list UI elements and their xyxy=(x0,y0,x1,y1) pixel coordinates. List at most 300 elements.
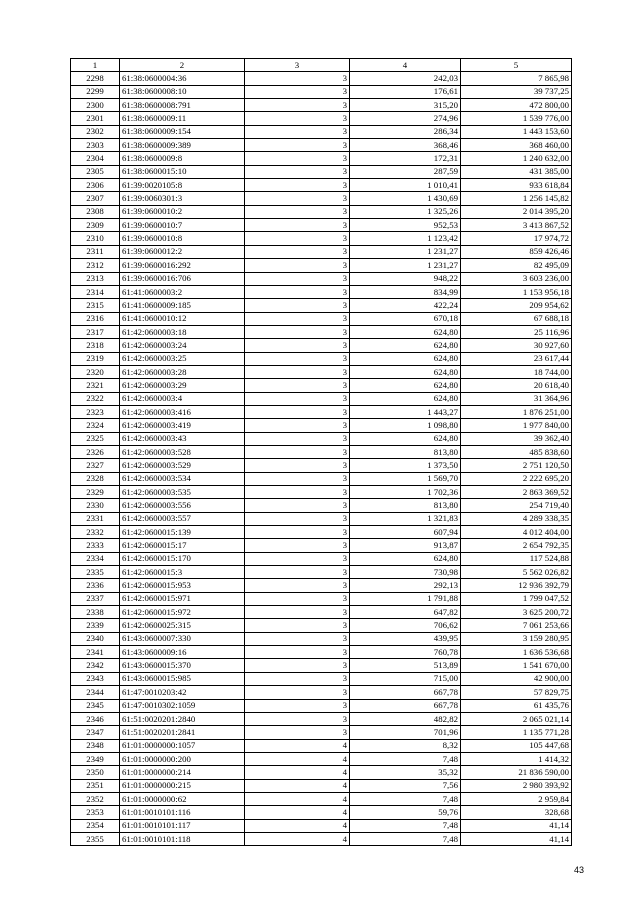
row-number-cell: 2316 xyxy=(71,312,120,325)
amount-cell: 328,68 xyxy=(461,806,572,819)
table-row xyxy=(71,232,572,245)
row-number-cell: 2306 xyxy=(71,179,120,192)
amount-cell: 1 414,32 xyxy=(461,752,572,765)
cadastral-number-cell: 61:42:0600003:556 xyxy=(120,499,245,512)
group-cell: 3 xyxy=(245,165,350,178)
table-row xyxy=(71,339,572,352)
amount-cell: 3 159 280,95 xyxy=(461,632,572,645)
row-number-cell: 2342 xyxy=(71,659,120,672)
cadastral-number-cell: 61:51:0020201:2841 xyxy=(120,726,245,739)
value-cell: 1 569,70 xyxy=(350,472,461,485)
cadastral-number-cell: 61:41:0600010:12 xyxy=(120,312,245,325)
table-row xyxy=(71,552,572,565)
row-number-cell: 2352 xyxy=(71,792,120,805)
table-row xyxy=(71,472,572,485)
group-cell: 4 xyxy=(245,766,350,779)
cadastral-number-cell: 61:39:0600010:8 xyxy=(120,232,245,245)
value-cell: 1 231,27 xyxy=(350,245,461,258)
cadastral-number-cell: 61:42:0600015:17 xyxy=(120,539,245,552)
amount-cell: 3 413 867,52 xyxy=(461,219,572,232)
value-cell: 1 702,36 xyxy=(350,486,461,499)
value-cell: 287,59 xyxy=(350,165,461,178)
cadastral-number-cell: 61:42:0600015:972 xyxy=(120,606,245,619)
row-number-cell: 2319 xyxy=(71,352,120,365)
cadastral-number-cell: 61:39:0600010:7 xyxy=(120,219,245,232)
table-row xyxy=(71,165,572,178)
group-cell: 3 xyxy=(245,619,350,632)
group-cell: 3 xyxy=(245,139,350,152)
row-number-cell: 2349 xyxy=(71,752,120,765)
group-cell: 3 xyxy=(245,205,350,218)
table-header xyxy=(71,59,572,72)
group-cell: 3 xyxy=(245,526,350,539)
row-number-cell: 2318 xyxy=(71,339,120,352)
group-cell: 3 xyxy=(245,125,350,138)
cadastral-number-cell: 61:39:0600016:706 xyxy=(120,272,245,285)
value-cell: 624,80 xyxy=(350,432,461,445)
row-number-cell: 2299 xyxy=(71,85,120,98)
value-cell: 624,80 xyxy=(350,379,461,392)
cadastral-number-cell: 61:38:0600008:10 xyxy=(120,85,245,98)
cadastral-number-cell: 61:01:0010101:117 xyxy=(120,819,245,832)
cadastral-number-cell: 61:42:0600003:529 xyxy=(120,459,245,472)
group-cell: 3 xyxy=(245,566,350,579)
cadastral-number-cell: 61:47:0010203:42 xyxy=(120,686,245,699)
cadastral-number-cell: 61:42:0600003:24 xyxy=(120,339,245,352)
value-cell: 813,80 xyxy=(350,499,461,512)
amount-cell: 2 065 021,14 xyxy=(461,712,572,725)
amount-cell: 933 618,84 xyxy=(461,179,572,192)
amount-cell: 1 135 771,28 xyxy=(461,726,572,739)
amount-cell: 41,14 xyxy=(461,832,572,845)
value-cell: 624,80 xyxy=(350,365,461,378)
table-row xyxy=(71,219,572,232)
table-row xyxy=(71,566,572,579)
cadastral-number-cell: 61:39:0600016:292 xyxy=(120,259,245,272)
amount-cell: 472 800,00 xyxy=(461,99,572,112)
amount-cell: 2 959,84 xyxy=(461,792,572,805)
amount-cell: 1 539 776,00 xyxy=(461,112,572,125)
cadastral-number-cell: 61:38:0600008:791 xyxy=(120,99,245,112)
group-cell: 3 xyxy=(245,632,350,645)
value-cell: 1 325,26 xyxy=(350,205,461,218)
group-cell: 3 xyxy=(245,259,350,272)
cadastral-number-cell: 61:38:0600009:8 xyxy=(120,152,245,165)
amount-cell: 25 116,96 xyxy=(461,325,572,338)
cadastral-number-cell: 61:42:0600015:139 xyxy=(120,526,245,539)
value-cell: 701,96 xyxy=(350,726,461,739)
group-cell: 3 xyxy=(245,579,350,592)
value-cell: 292,13 xyxy=(350,579,461,592)
group-cell: 3 xyxy=(245,232,350,245)
row-number-cell: 2344 xyxy=(71,686,120,699)
value-cell: 482,82 xyxy=(350,712,461,725)
cadastral-number-cell: 61:42:0600015:971 xyxy=(120,592,245,605)
table-row xyxy=(71,646,572,659)
cadastral-number-cell: 61:39:0020105:8 xyxy=(120,179,245,192)
cadastral-number-cell: 61:01:0010101:118 xyxy=(120,832,245,845)
row-number-cell: 2332 xyxy=(71,526,120,539)
amount-cell: 7 061 253,66 xyxy=(461,619,572,632)
row-number-cell: 2345 xyxy=(71,699,120,712)
amount-cell: 2 654 792,35 xyxy=(461,539,572,552)
group-cell: 3 xyxy=(245,299,350,312)
table-row xyxy=(71,672,572,685)
value-cell: 624,80 xyxy=(350,325,461,338)
row-number-cell: 2331 xyxy=(71,512,120,525)
table-row xyxy=(71,526,572,539)
table-row xyxy=(71,85,572,98)
group-cell: 4 xyxy=(245,806,350,819)
amount-cell: 368 460,00 xyxy=(461,139,572,152)
amount-cell: 82 495,09 xyxy=(461,259,572,272)
table-body xyxy=(71,72,572,846)
table-row xyxy=(71,139,572,152)
amount-cell: 254 719,40 xyxy=(461,499,572,512)
table-row xyxy=(71,152,572,165)
cadastral-number-cell: 61:01:0000000:214 xyxy=(120,766,245,779)
value-cell: 1 231,27 xyxy=(350,259,461,272)
table-row xyxy=(71,806,572,819)
cadastral-number-cell: 61:39:0060301:3 xyxy=(120,192,245,205)
cadastral-number-cell: 61:42:0600003:419 xyxy=(120,419,245,432)
group-cell: 3 xyxy=(245,152,350,165)
amount-cell: 20 618,40 xyxy=(461,379,572,392)
amount-cell: 1 636 536,68 xyxy=(461,646,572,659)
group-cell: 3 xyxy=(245,606,350,619)
amount-cell: 1 541 670,00 xyxy=(461,659,572,672)
group-cell: 3 xyxy=(245,699,350,712)
cadastral-number-cell: 61:38:0600015:10 xyxy=(120,165,245,178)
cadastral-number-cell: 61:51:0020201:2840 xyxy=(120,712,245,725)
table-row xyxy=(71,579,572,592)
value-cell: 7,56 xyxy=(350,779,461,792)
row-number-cell: 2314 xyxy=(71,285,120,298)
group-cell: 3 xyxy=(245,472,350,485)
group-cell: 3 xyxy=(245,112,350,125)
group-cell: 3 xyxy=(245,352,350,365)
amount-cell: 18 744,00 xyxy=(461,365,572,378)
row-number-cell: 2305 xyxy=(71,165,120,178)
amount-cell: 1 256 145,82 xyxy=(461,192,572,205)
amount-cell: 1 876 251,00 xyxy=(461,405,572,418)
row-number-cell: 2310 xyxy=(71,232,120,245)
group-cell: 3 xyxy=(245,726,350,739)
cadastral-number-cell: 61:39:0600010:2 xyxy=(120,205,245,218)
table-row xyxy=(71,312,572,325)
group-cell: 4 xyxy=(245,779,350,792)
cadastral-number-cell: 61:42:0600003:4 xyxy=(120,392,245,405)
row-number-cell: 2343 xyxy=(71,672,120,685)
amount-cell: 1 153 956,18 xyxy=(461,285,572,298)
amount-cell: 4 012 404,00 xyxy=(461,526,572,539)
amount-cell: 859 426,46 xyxy=(461,245,572,258)
row-number-cell: 2321 xyxy=(71,379,120,392)
row-number-cell: 2302 xyxy=(71,125,120,138)
row-number-cell: 2338 xyxy=(71,606,120,619)
value-cell: 667,78 xyxy=(350,699,461,712)
amount-cell: 4 289 338,35 xyxy=(461,512,572,525)
amount-cell: 23 617,44 xyxy=(461,352,572,365)
value-cell: 948,22 xyxy=(350,272,461,285)
cadastral-number-cell: 61:42:0600003:535 xyxy=(120,486,245,499)
group-cell: 3 xyxy=(245,672,350,685)
amount-cell: 61 435,76 xyxy=(461,699,572,712)
table-row xyxy=(71,792,572,805)
row-number-cell: 2320 xyxy=(71,365,120,378)
row-number-cell: 2335 xyxy=(71,566,120,579)
value-cell: 315,20 xyxy=(350,99,461,112)
cadastral-number-cell: 61:42:0600003:534 xyxy=(120,472,245,485)
row-number-cell: 2337 xyxy=(71,592,120,605)
data-table xyxy=(70,58,572,846)
value-cell: 624,80 xyxy=(350,392,461,405)
group-cell: 3 xyxy=(245,285,350,298)
table-row xyxy=(71,712,572,725)
table-row xyxy=(71,512,572,525)
value-cell: 422,24 xyxy=(350,299,461,312)
cadastral-number-cell: 61:39:0600012:2 xyxy=(120,245,245,258)
amount-cell: 17 974,72 xyxy=(461,232,572,245)
row-number-cell: 2317 xyxy=(71,325,120,338)
amount-cell: 12 936 392,79 xyxy=(461,579,572,592)
amount-cell: 2 751 120,50 xyxy=(461,459,572,472)
cadastral-number-cell: 61:42:0600015:3 xyxy=(120,566,245,579)
group-cell: 3 xyxy=(245,99,350,112)
table-row xyxy=(71,325,572,338)
table-row xyxy=(71,405,572,418)
value-cell: 647,82 xyxy=(350,606,461,619)
group-cell: 3 xyxy=(245,339,350,352)
value-cell: 1 098,80 xyxy=(350,419,461,432)
row-number-cell: 2327 xyxy=(71,459,120,472)
amount-cell: 39 737,25 xyxy=(461,85,572,98)
group-cell: 4 xyxy=(245,752,350,765)
amount-cell: 3 625 200,72 xyxy=(461,606,572,619)
column-header-3: 3 xyxy=(245,59,350,72)
value-cell: 670,18 xyxy=(350,312,461,325)
group-cell: 4 xyxy=(245,819,350,832)
table-row xyxy=(71,99,572,112)
amount-cell: 1 977 840,00 xyxy=(461,419,572,432)
value-cell: 286,34 xyxy=(350,125,461,138)
row-number-cell: 2341 xyxy=(71,646,120,659)
value-cell: 7,48 xyxy=(350,819,461,832)
table-row xyxy=(71,365,572,378)
row-number-cell: 2348 xyxy=(71,739,120,752)
group-cell: 3 xyxy=(245,365,350,378)
cadastral-number-cell: 61:42:0600003:29 xyxy=(120,379,245,392)
cadastral-number-cell: 61:01:0000000:62 xyxy=(120,792,245,805)
table-row xyxy=(71,112,572,125)
table-row xyxy=(71,285,572,298)
value-cell: 760,78 xyxy=(350,646,461,659)
table-row xyxy=(71,486,572,499)
cadastral-number-cell: 61:43:0600015:985 xyxy=(120,672,245,685)
cadastral-number-cell: 61:38:0600009:389 xyxy=(120,139,245,152)
group-cell: 3 xyxy=(245,72,350,85)
row-number-cell: 2304 xyxy=(71,152,120,165)
row-number-cell: 2315 xyxy=(71,299,120,312)
row-number-cell: 2312 xyxy=(71,259,120,272)
cadastral-number-cell: 61:41:0600003:2 xyxy=(120,285,245,298)
amount-cell: 57 829,75 xyxy=(461,686,572,699)
row-number-cell: 2298 xyxy=(71,72,120,85)
group-cell: 3 xyxy=(245,486,350,499)
value-cell: 274,96 xyxy=(350,112,461,125)
table-row xyxy=(71,619,572,632)
group-cell: 3 xyxy=(245,552,350,565)
row-number-cell: 2324 xyxy=(71,419,120,432)
row-number-cell: 2355 xyxy=(71,832,120,845)
table-row xyxy=(71,379,572,392)
amount-cell: 5 562 026,82 xyxy=(461,566,572,579)
group-cell: 3 xyxy=(245,499,350,512)
amount-cell: 31 364,96 xyxy=(461,392,572,405)
group-cell: 3 xyxy=(245,245,350,258)
table-row xyxy=(71,245,572,258)
value-cell: 813,80 xyxy=(350,445,461,458)
value-cell: 715,00 xyxy=(350,672,461,685)
cadastral-number-cell: 61:38:0600009:154 xyxy=(120,125,245,138)
value-cell: 59,76 xyxy=(350,806,461,819)
table-row xyxy=(71,739,572,752)
cadastral-number-cell: 61:42:0600003:28 xyxy=(120,365,245,378)
row-number-cell: 2353 xyxy=(71,806,120,819)
row-number-cell: 2346 xyxy=(71,712,120,725)
table-row xyxy=(71,272,572,285)
row-number-cell: 2323 xyxy=(71,405,120,418)
value-cell: 1 010,41 xyxy=(350,179,461,192)
amount-cell: 3 603 236,00 xyxy=(461,272,572,285)
group-cell: 3 xyxy=(245,419,350,432)
amount-cell: 42 900,00 xyxy=(461,672,572,685)
amount-cell: 1 799 047,52 xyxy=(461,592,572,605)
amount-cell: 2 222 695,20 xyxy=(461,472,572,485)
cadastral-number-cell: 61:38:0600004:36 xyxy=(120,72,245,85)
row-number-cell: 2336 xyxy=(71,579,120,592)
amount-cell: 39 362,40 xyxy=(461,432,572,445)
row-number-cell: 2354 xyxy=(71,819,120,832)
group-cell: 3 xyxy=(245,539,350,552)
amount-cell: 485 838,60 xyxy=(461,445,572,458)
row-number-cell: 2330 xyxy=(71,499,120,512)
table-row xyxy=(71,352,572,365)
table-row xyxy=(71,179,572,192)
row-number-cell: 2303 xyxy=(71,139,120,152)
value-cell: 7,48 xyxy=(350,752,461,765)
row-number-cell: 2333 xyxy=(71,539,120,552)
table-row xyxy=(71,259,572,272)
column-header-4: 4 xyxy=(350,59,461,72)
table-row xyxy=(71,499,572,512)
value-cell: 1 791,88 xyxy=(350,592,461,605)
group-cell: 3 xyxy=(245,325,350,338)
amount-cell: 209 954,62 xyxy=(461,299,572,312)
table-row xyxy=(71,819,572,832)
group-cell: 3 xyxy=(245,459,350,472)
cadastral-number-cell: 61:42:0600015:170 xyxy=(120,552,245,565)
group-cell: 4 xyxy=(245,792,350,805)
cadastral-number-cell: 61:42:0600003:43 xyxy=(120,432,245,445)
table-row xyxy=(71,592,572,605)
table-row xyxy=(71,125,572,138)
cadastral-number-cell: 61:43:0600009:16 xyxy=(120,646,245,659)
value-cell: 242,03 xyxy=(350,72,461,85)
group-cell: 3 xyxy=(245,712,350,725)
group-cell: 3 xyxy=(245,192,350,205)
cadastral-number-cell: 61:43:0600007:330 xyxy=(120,632,245,645)
cadastral-number-cell: 61:42:0600003:18 xyxy=(120,325,245,338)
row-number-cell: 2307 xyxy=(71,192,120,205)
table-row xyxy=(71,459,572,472)
cadastral-number-cell: 61:42:0600003:557 xyxy=(120,512,245,525)
table-row xyxy=(71,699,572,712)
value-cell: 624,80 xyxy=(350,552,461,565)
value-cell: 624,80 xyxy=(350,339,461,352)
row-number-cell: 2351 xyxy=(71,779,120,792)
group-cell: 3 xyxy=(245,512,350,525)
value-cell: 368,46 xyxy=(350,139,461,152)
amount-cell: 105 447,68 xyxy=(461,739,572,752)
row-number-cell: 2334 xyxy=(71,552,120,565)
value-cell: 1 123,42 xyxy=(350,232,461,245)
table-row xyxy=(71,686,572,699)
header-row xyxy=(71,59,572,72)
value-cell: 607,94 xyxy=(350,526,461,539)
row-number-cell: 2340 xyxy=(71,632,120,645)
value-cell: 706,62 xyxy=(350,619,461,632)
row-number-cell: 2325 xyxy=(71,432,120,445)
group-cell: 3 xyxy=(245,405,350,418)
value-cell: 952,53 xyxy=(350,219,461,232)
cadastral-number-cell: 61:41:0600009:185 xyxy=(120,299,245,312)
value-cell: 1 430,69 xyxy=(350,192,461,205)
group-cell: 3 xyxy=(245,659,350,672)
row-number-cell: 2350 xyxy=(71,766,120,779)
table-row xyxy=(71,192,572,205)
column-header-2: 2 xyxy=(120,59,245,72)
cadastral-number-cell: 61:43:0600015:370 xyxy=(120,659,245,672)
value-cell: 513,89 xyxy=(350,659,461,672)
group-cell: 3 xyxy=(245,312,350,325)
value-cell: 439,95 xyxy=(350,632,461,645)
row-number-cell: 2339 xyxy=(71,619,120,632)
value-cell: 1 373,50 xyxy=(350,459,461,472)
row-number-cell: 2328 xyxy=(71,472,120,485)
value-cell: 1 321,83 xyxy=(350,512,461,525)
table-row xyxy=(71,299,572,312)
table-row xyxy=(71,72,572,85)
cadastral-number-cell: 61:01:0000000:200 xyxy=(120,752,245,765)
row-number-cell: 2347 xyxy=(71,726,120,739)
table-row xyxy=(71,432,572,445)
group-cell: 3 xyxy=(245,432,350,445)
amount-cell: 7 865,98 xyxy=(461,72,572,85)
row-number-cell: 2309 xyxy=(71,219,120,232)
page-number: 43 xyxy=(573,865,584,875)
group-cell: 3 xyxy=(245,445,350,458)
group-cell: 3 xyxy=(245,179,350,192)
value-cell: 7,48 xyxy=(350,832,461,845)
amount-cell: 1 443 153,60 xyxy=(461,125,572,138)
amount-cell: 41,14 xyxy=(461,819,572,832)
value-cell: 913,87 xyxy=(350,539,461,552)
row-number-cell: 2300 xyxy=(71,99,120,112)
amount-cell: 2 863 369,52 xyxy=(461,486,572,499)
value-cell: 176,61 xyxy=(350,85,461,98)
row-number-cell: 2329 xyxy=(71,486,120,499)
